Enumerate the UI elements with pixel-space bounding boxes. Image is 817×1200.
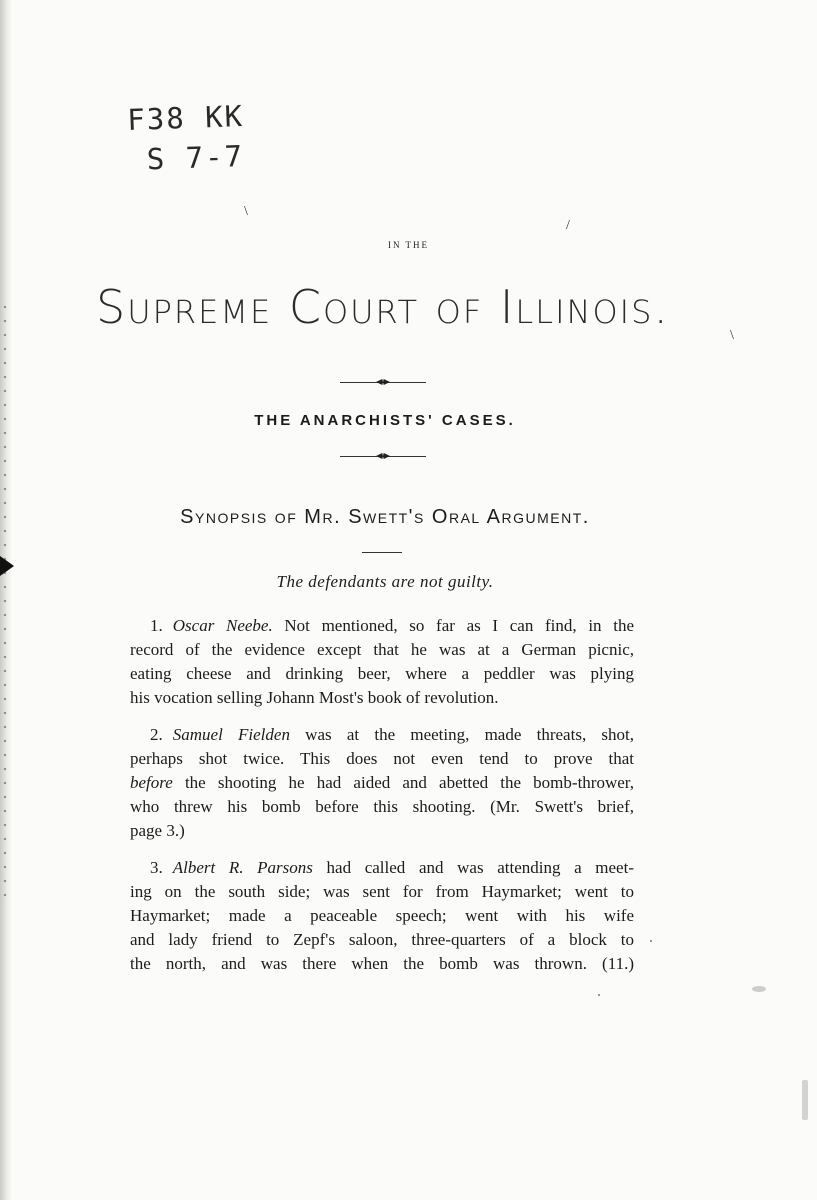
defendant-name: Albert R. Parsons <box>172 858 313 877</box>
line-text: had called and was attending a meet- <box>312 858 634 877</box>
divider-rule <box>362 552 402 553</box>
paragraph-1 <box>130 614 634 710</box>
paragraph-line: record of the evidence except that he was at a German picnic, <box>130 640 634 659</box>
line-text: Not mentioned, so far as I can find, in the <box>272 616 634 635</box>
paragraph-line: who threw his bomb before this shooting. (Mr. Swett's brief, <box>130 797 634 816</box>
defendant-name: Oscar Neebe. <box>172 616 273 635</box>
stray-mark: / <box>566 218 570 233</box>
paragraph-line: page 3.) <box>130 821 185 840</box>
argument-body <box>130 614 634 989</box>
emphasis-word: before <box>130 773 173 792</box>
line-text: the shooting he had aided and abetted the bomb-thrower, <box>172 773 634 792</box>
paragraph-2 <box>130 723 634 843</box>
paragraph-line: the north, and was there when the bomb was thrown. (11.) <box>130 954 634 973</box>
court-title: Supreme Court of Illinois. <box>96 280 670 334</box>
paper-speck <box>752 986 766 992</box>
paragraph-3 <box>130 856 634 976</box>
cases-heading: THE ANARCHISTS' CASES. <box>254 412 516 429</box>
ornament-rule-bottom <box>340 456 426 457</box>
paragraph-number: 3. <box>150 858 163 877</box>
paragraph-number: 2. <box>150 725 163 744</box>
ornament-rule-top <box>340 382 426 383</box>
in-the-label: IN THE <box>387 240 430 250</box>
stray-mark: \ <box>730 328 734 343</box>
paragraph-line <box>130 614 634 638</box>
paper-speck <box>650 940 652 942</box>
line-text: was at the meeting, made threats, shot, <box>289 725 635 744</box>
stray-mark: \ <box>244 204 248 219</box>
paper-speck <box>802 1080 808 1120</box>
handwritten-line-2: S 7-7 <box>146 139 245 177</box>
handwritten-call-number <box>127 96 246 180</box>
paragraph-line <box>130 856 634 880</box>
paragraph-line: perhaps shot twice. This does not even tend to prove that <box>130 749 634 768</box>
paragraph-line: Haymarket; made a peaceable speech; went with his wife <box>130 906 634 925</box>
synopsis-heading: Synopsis of Mr. Swett's Oral Argument. <box>180 506 590 528</box>
paragraph-line: eating cheese and drinking beer, where a peddler was plying <box>130 664 634 683</box>
paragraph-line: ing on the south side; was sent for from Haymarket; went to <box>130 882 634 901</box>
binding-holes <box>2 300 10 900</box>
paragraph-number: 1. <box>150 616 163 635</box>
paragraph-line: and lady friend to Zepf's saloon, three-quarters of a block to <box>130 930 634 949</box>
paragraph-line: his vocation selling Johann Most's book of revolution. <box>130 688 499 707</box>
paper-speck <box>598 994 600 996</box>
argument-subheading: The defendants are not guilty. <box>276 572 494 591</box>
paragraph-line <box>130 771 634 795</box>
paragraph-line <box>130 723 634 747</box>
defendant-name: Samuel Fielden <box>172 725 290 744</box>
handwritten-line-1: F38 KK <box>126 98 245 138</box>
